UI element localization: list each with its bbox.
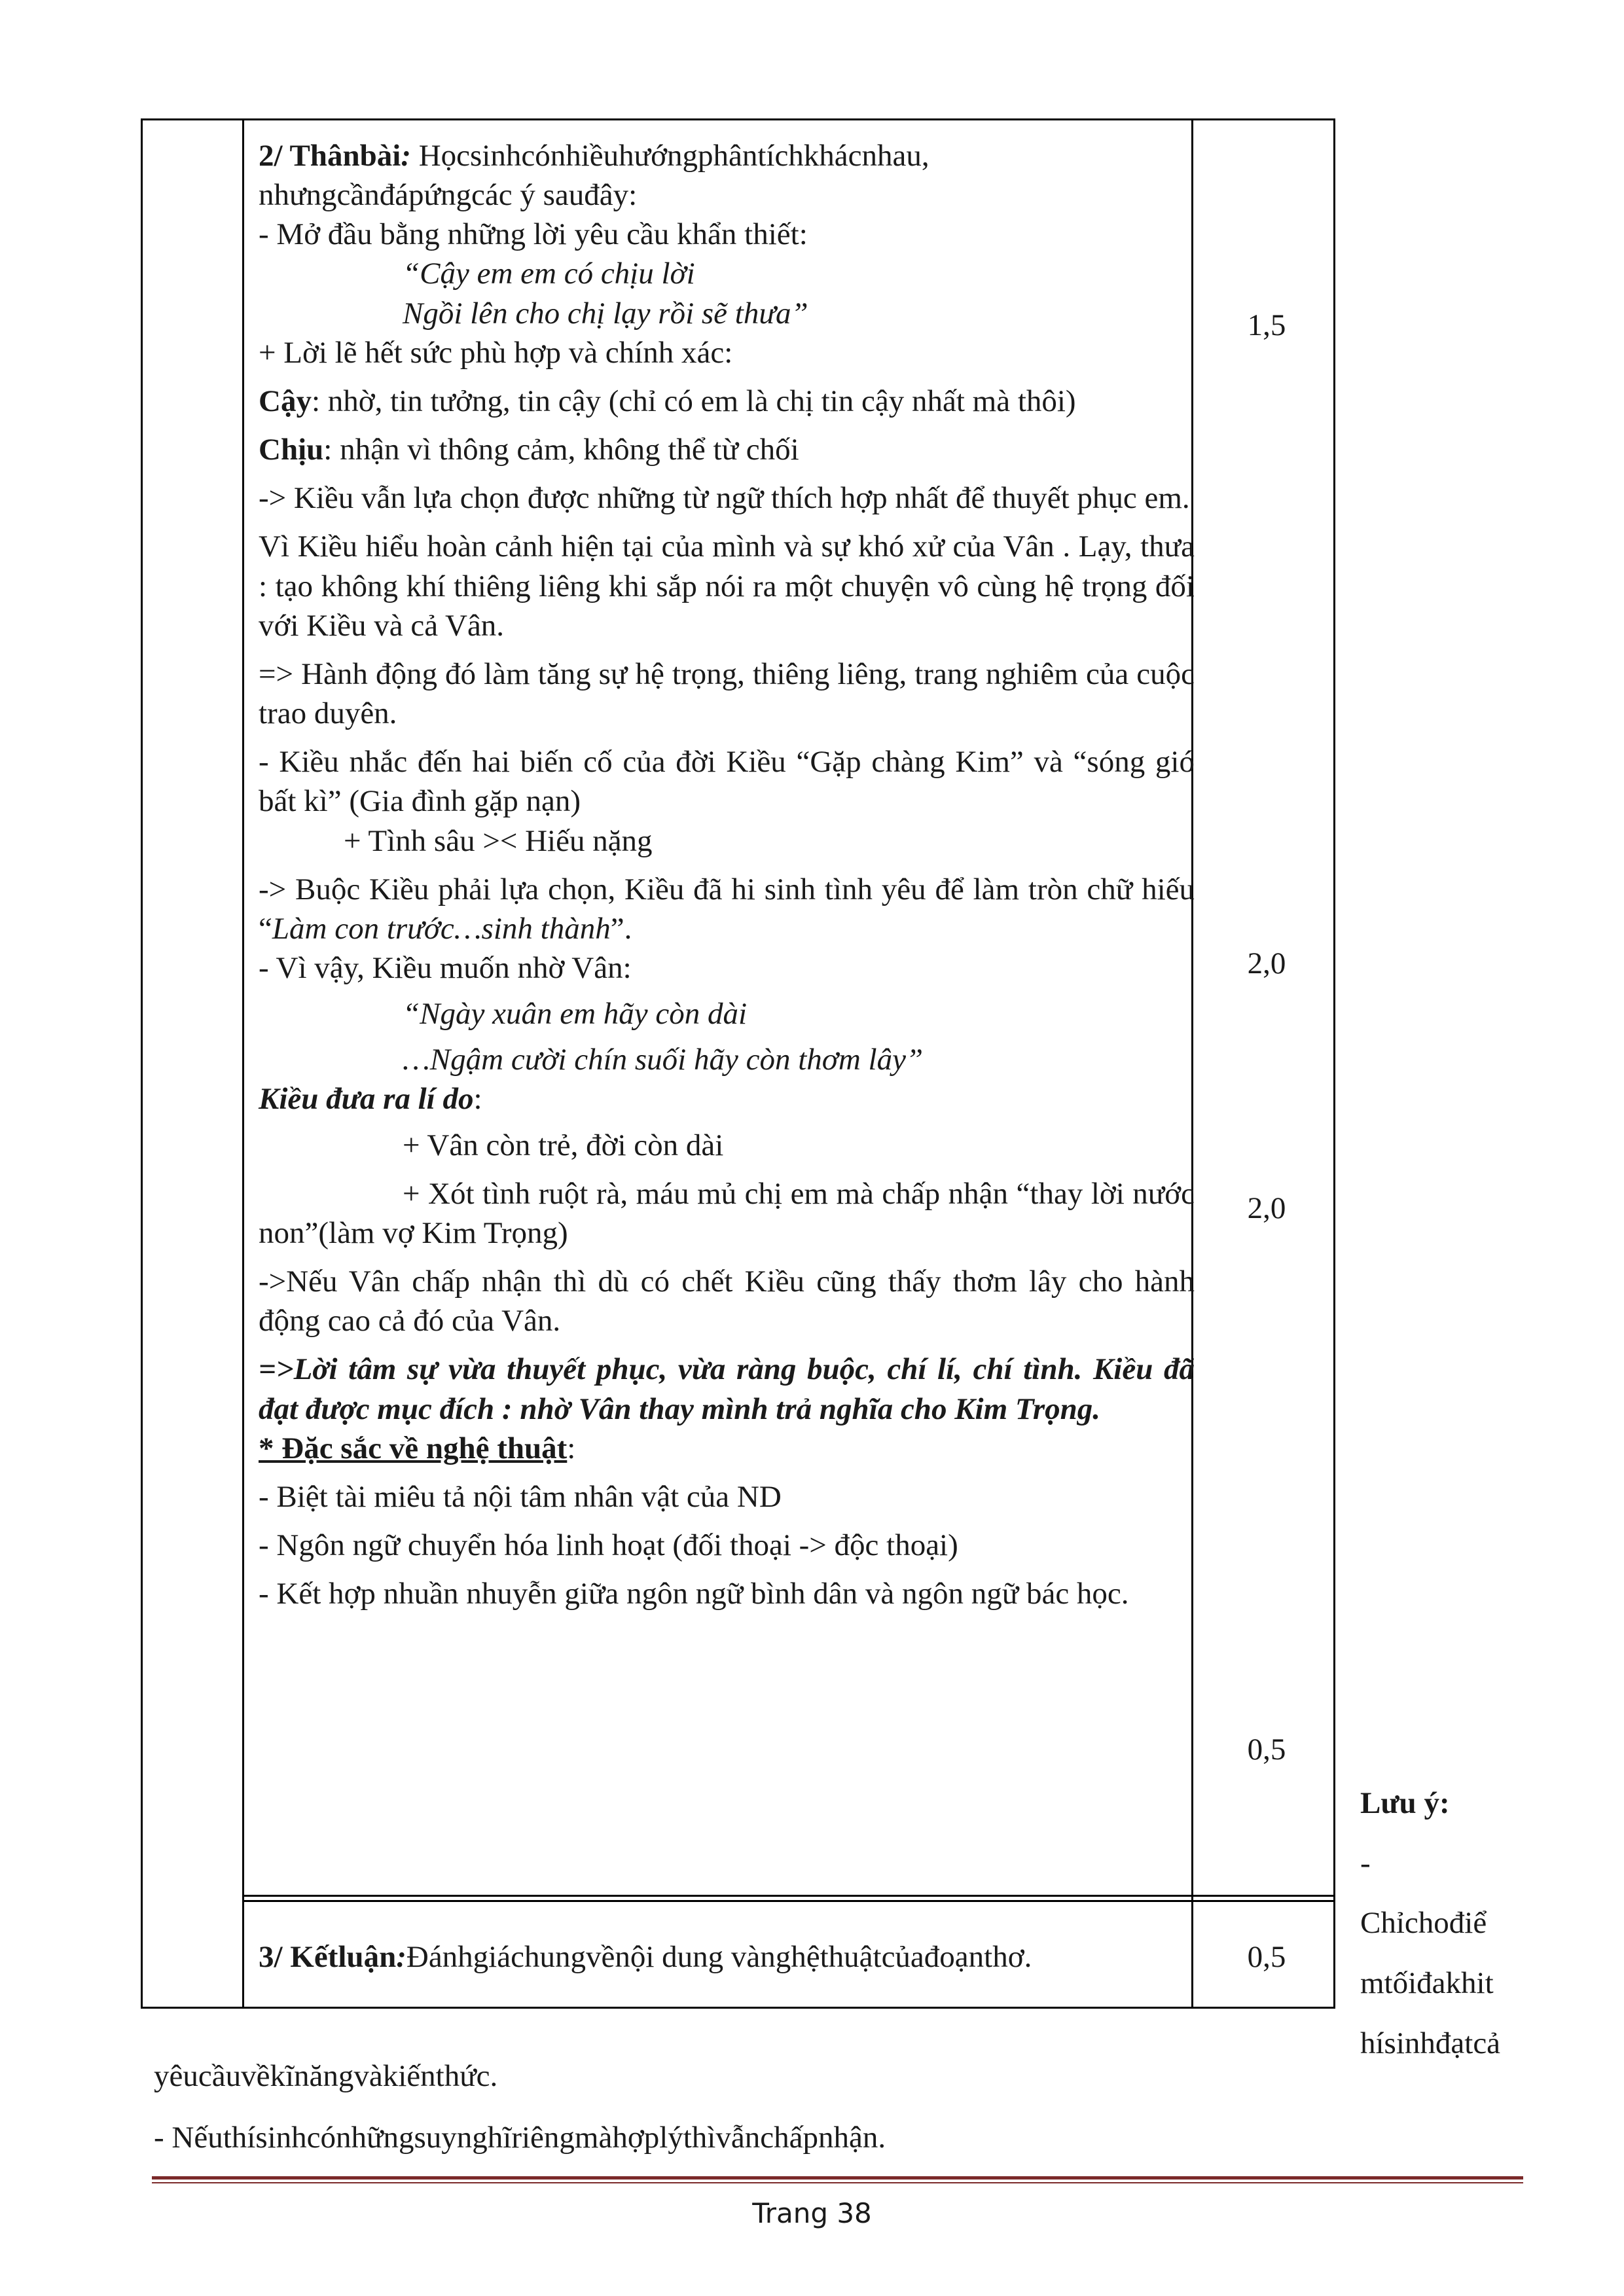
- conclusion-paragraph: =>Lời tâm sự vừa thuyết phục, vừa ràng buộc, chí lí, chí tình. Kiều đã đạt được mục đích : nhờ Vân thay mình trả nghĩa cho Kim Trọng.: [259, 1352, 1195, 1426]
- score-value: 0,5: [1247, 1732, 1286, 1767]
- paragraph: - Ngôn ngữ chuyển hóa linh hoạt (đối thoại -> độc thoại): [259, 1528, 958, 1562]
- score-value: 2,0: [1247, 1191, 1286, 1225]
- term-chiu: Chịu: nhận vì thông cảm, không thể từ chối: [259, 433, 799, 467]
- art-heading: * Đặc sắc về nghệ thuật: [259, 1431, 568, 1465]
- note-line: hísinhđạtcả: [1360, 2026, 1501, 2060]
- quote-line: “Ngày xuân em hãy còn dài: [403, 997, 748, 1031]
- quote-line: “Cậy em em có chịu lời: [403, 257, 695, 291]
- term-cay: Cậy: nhờ, tin tưởng, tin cậy (chỉ có em là chị tin cậy nhất mà thôi): [259, 384, 1076, 418]
- table-row-divider: [242, 1895, 1335, 1897]
- note-block: [1360, 1774, 1557, 2073]
- note-dash: -: [1360, 1846, 1371, 1880]
- table-border-bottom: [141, 2007, 1335, 2009]
- paragraph: + Lời lẽ hết sức phù hợp và chính xác:: [259, 335, 733, 370]
- paragraph: Vì Kiều hiểu hoàn cảnh hiện tại của mình và sự khó xử của Vân . Lạy, thưa : tạo không khí thiêng liêng khi sắp nói ra một chuyện vô cùng hệ trọng đối với Kiều và cả Vân.: [259, 529, 1195, 643]
- score-value: 0,5: [1247, 1940, 1286, 1974]
- paragraph: - Kết hợp nhuần nhuyễn giữa ngôn ngữ bình dân và ngôn ngữ bác học.: [259, 1577, 1129, 1611]
- note-title: Lưu ý:: [1360, 1786, 1450, 1820]
- paragraph: + Vân còn trẻ, đời còn dài: [403, 1128, 724, 1162]
- conclusion-text: Đánhgiáchungvềnội dung vànghệthuậtcủađoạnthơ.: [406, 1940, 1032, 1974]
- quote-line: …Ngậm cười chín suối hãy còn thơm lây”: [403, 1043, 924, 1077]
- paragraph: Kiều đưa ra lí do:: [259, 1082, 482, 1117]
- note-line: Chỉchođiể: [1360, 1906, 1487, 1941]
- note-line: mtốiđakhit: [1360, 1965, 1494, 2000]
- table-border-left: [141, 118, 143, 2009]
- section-body: [259, 136, 1195, 1613]
- paragraph: - Biệt tài miêu tả nội tâm nhân vật của ND: [259, 1479, 782, 1514]
- section-intro: Họcsinhcónhiềuhướngphântíchkhácnhau,: [410, 139, 929, 173]
- conclusion-heading: 3/ Kếtluận: [259, 1940, 397, 1974]
- score-value: 1,5: [1247, 308, 1286, 342]
- section-conclusion: 3/ Kếtluận:Đánhgiáchungvềnội dung vànghệthuậtcủađoạnthơ.: [259, 1940, 1032, 1974]
- note-line: - Nếuthísinhcónhữngsuynghĩriêngmàhợplýthìvẫnchấpnhận.: [154, 2121, 886, 2155]
- table-row-divider-double: [242, 1900, 1335, 1902]
- table-border-top: [141, 118, 1335, 120]
- paragraph: - Vì vậy, Kiều muốn nhờ Vân:: [259, 950, 632, 985]
- table-border-right: [1333, 118, 1335, 2009]
- paragraph: -> Buộc Kiều phải lựa chọn, Kiều đã hi sinh tình yêu để làm tròn chữ hiếu “Làm con trước…sinh thành”.: [259, 872, 1195, 946]
- section-intro-2: nhưngcầnđápứngcác ý sauđây:: [259, 178, 638, 213]
- table-border-col1: [242, 118, 244, 2009]
- paragraph: -> Kiều vẫn lựa chọn được những từ ngữ thích hợp nhất để thuyết phục em.: [259, 481, 1190, 516]
- art-heading-line: * Đặc sắc về nghệ thuật:: [259, 1431, 576, 1465]
- quote-line: Ngồi lên cho chị lạy rồi sẽ thưa”: [403, 296, 808, 331]
- paragraph: - Mở đầu bằng những lời yêu cầu khẩn thiết:: [259, 217, 808, 252]
- paragraph: - Kiều nhắc đến hai biến cố của đời Kiều “Gặp chàng Kim” và “sóng gió bất kì” (Gia đình gặp nạn): [259, 745, 1195, 819]
- score-value: 2,0: [1247, 946, 1286, 980]
- paragraph: => Hành động đó làm tăng sự hệ trọng, thiêng liêng, trang nghiêm của cuộc trao duyên.: [259, 656, 1195, 731]
- note-line: yêucầuvềkĩnăngvàkiếnthức.: [154, 2059, 498, 2093]
- page-number: Trang 38: [752, 2197, 872, 2229]
- section-heading-line: 2/ Thânbài: Họcsinhcónhiềuhướngphântíchkhácnhau,: [259, 139, 929, 173]
- paragraph: + Xót tình ruột rà, máu mủ chị em mà chấp nhận “thay lời nước non”(làm vợ Kim Trọng): [259, 1176, 1195, 1250]
- paragraph: + Tình sâu >< Hiếu nặng: [344, 823, 653, 858]
- footer-rule: [152, 2176, 1523, 2179]
- footer-rule-thin: [152, 2182, 1523, 2183]
- paragraph: ->Nếu Vân chấp nhận thì dù có chết Kiều cũng thấy thơm lây cho hành động cao cả đó của Vân.: [259, 1265, 1195, 1338]
- section-heading: 2/ Thânbài: [259, 139, 401, 173]
